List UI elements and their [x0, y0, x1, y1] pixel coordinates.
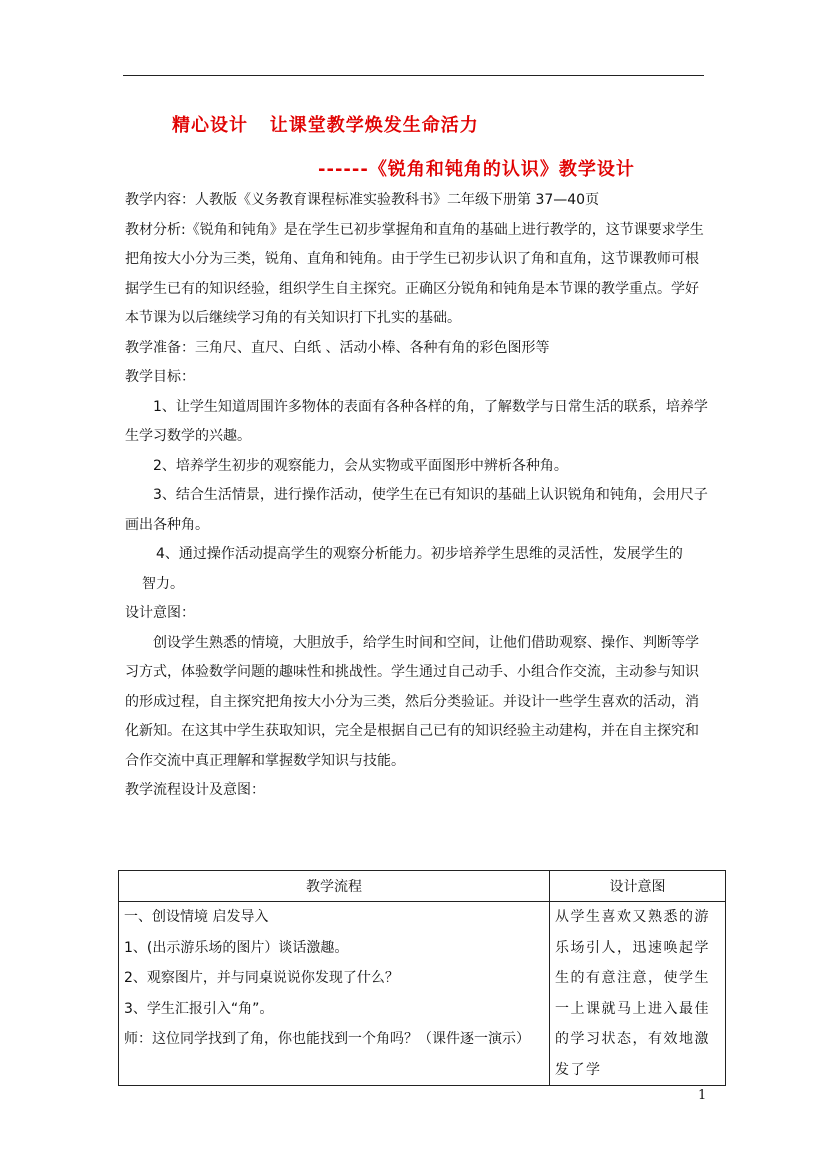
flow-line-2: 1、(出示游乐场的图片）谈话激趣。 [124, 939, 349, 956]
page-number: 1 [698, 1088, 707, 1103]
flow-line-1: 一、创设情境 启发导入 [124, 909, 269, 925]
objectives-heading: 教学目标： [125, 369, 195, 385]
flow-line-4: 3、学生汇报引入“角”。 [124, 1000, 274, 1017]
teaching-preparation: 教学准备：三角尺、直尺、白纸 、活动小棒、各种有角的彩色图形等 [125, 339, 550, 356]
table-header-intent: 设计意图 [550, 871, 726, 902]
design-intent-paragraph: 创设学生熟悉的情境，大胆放手，给学生时间和空间，让他们借助观察、操作、判断等学习方式，体验数学问题的趣味性和挑战性。学生通过自己动手、小组合作交流，主动参与知识的形成过程，自主探究把角按大小分为三类，然后分类验证。并设计一些学生喜欢的活动，消化新知。在这其中学生获取知识，完全是根据自己已有的知识经验主动建构，并在自主探究和合作交流中真正理解和掌握数学知识与技能。 [125, 634, 699, 769]
document-subtitle: ------《锐角和钝角的认识》教学设计 [318, 159, 635, 180]
objective-4-line-1: 4、通过操作活动提高学生的观察分析能力。初步培养学生思维的灵活性，发展学生的 [156, 546, 683, 562]
flow-line-5: 师：这位同学找到了角，你也能找到一个角吗？（课件逐一演示） [124, 1031, 530, 1047]
teaching-flow-table [118, 870, 726, 1086]
table-row [119, 902, 726, 1086]
document-body [125, 186, 710, 806]
design-intent-heading: 设计意图： [125, 605, 195, 621]
flow-heading: 教学流程设计及意图： [125, 782, 265, 798]
header-rule [123, 75, 704, 76]
flow-cell [119, 902, 550, 1086]
objective-4 [125, 540, 710, 599]
flow-line-3: 2、观察图片，并与同桌说说你发现了什么？ [124, 970, 399, 986]
material-analysis: 教材分析:《锐角和钝角》是在学生已初步掌握角和直角的基础上进行教学的，这节课要求学生把角按大小分为三类，锐角、直角和钝角。由于学生已初步认识了角和直角，这节课教师可根据学生已有的知识经验，组织学生自主探究。正确区分锐角和钝角是本节课的教学重点。学好本节课为以后继续学习角的有关知识打下扎实的基础。 [125, 221, 704, 326]
table-header-flow: 教学流程 [119, 871, 550, 902]
intent-cell: 从学生喜欢又熟悉的游乐场引人，迅速唤起学生的有意注意，使学生一上课就马上进入最佳的学习状态，有效地激发了学 [550, 902, 726, 1086]
objective-1: 1、让学生知道周围许多物体的表面有各种各样的角，了解数学与日常生活的联系，培养学生学习数学的兴趣。 [125, 398, 708, 444]
document-title: 精心设计 让课堂教学焕发生命活力 [172, 115, 479, 136]
table-header-row [119, 871, 726, 902]
objective-3: 3、结合生活情景，进行操作活动，使学生在已有知识的基础上认识锐角和钝角，会用尺子画出各种角。 [125, 487, 708, 533]
objective-4-line-2: 智力。 [142, 575, 184, 592]
objective-2: 2、培养学生初步的观察能力，会从实物或平面图形中辨析各种角。 [153, 457, 568, 474]
teaching-content: 教学内容：人教版《义务教育课程标准实验教科书》二年级下册第 37—40页 [125, 192, 600, 208]
